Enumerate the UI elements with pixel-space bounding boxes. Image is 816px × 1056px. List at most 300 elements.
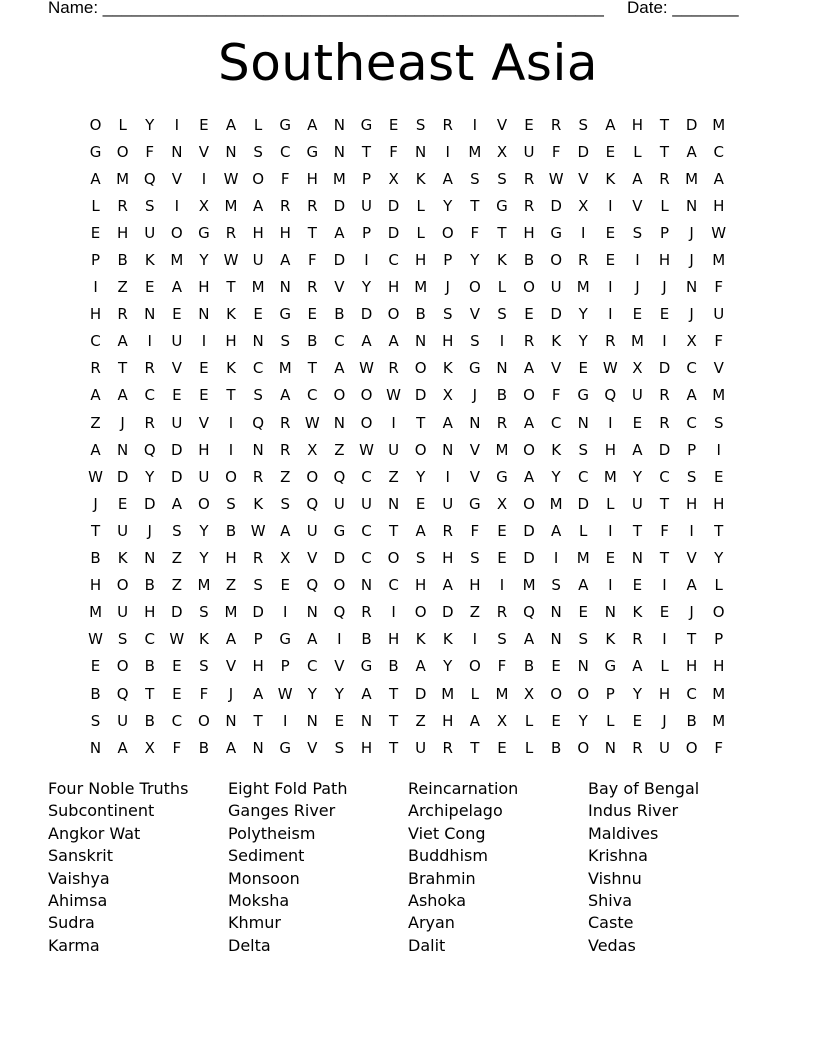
- word-list-row: [48, 845, 768, 867]
- grid-letter: F: [660, 521, 669, 540]
- grid-letter: K: [144, 251, 155, 270]
- grid-letter: L: [416, 196, 425, 215]
- grid-letter: P: [280, 657, 290, 676]
- grid-row: [82, 192, 742, 219]
- name-field[interactable]: Name: _____________________________________________________: [48, 0, 604, 17]
- grid-letter: R: [307, 278, 318, 297]
- grid-letter: K: [415, 169, 426, 188]
- grid-letter: A: [523, 359, 535, 378]
- grid-letter: A: [90, 386, 101, 405]
- grid-letter: M: [522, 576, 536, 595]
- grid-letter: D: [550, 196, 562, 215]
- grid-letter: C: [388, 251, 399, 270]
- grid-row: [82, 165, 742, 192]
- word-list-item: Caste: [588, 913, 634, 933]
- grid-letter: A: [605, 115, 616, 134]
- grid-letter: I: [608, 278, 613, 297]
- grid-letter: E: [497, 549, 507, 568]
- grid-letter: Z: [469, 603, 480, 622]
- grid-letter: E: [632, 576, 643, 595]
- grid-row: [82, 626, 742, 653]
- grid-letter: C: [577, 467, 589, 486]
- grid-letter: R: [523, 332, 535, 351]
- grid-letter: H: [198, 278, 210, 297]
- grid-row: [82, 328, 742, 355]
- grid-letter: T: [470, 738, 480, 757]
- grid-letter: A: [415, 521, 426, 540]
- grid-letter: T: [90, 521, 101, 540]
- grid-letter: S: [415, 549, 426, 568]
- grid-letter: A: [280, 386, 291, 405]
- grid-letter: E: [632, 413, 643, 432]
- grid-letter: C: [550, 413, 562, 432]
- grid-letter: S: [686, 467, 697, 486]
- grid-letter: O: [468, 278, 481, 297]
- grid-letter: A: [225, 115, 237, 134]
- grid-letter: O: [523, 386, 535, 405]
- grid-letter: O: [116, 657, 129, 676]
- word-list-item: Archipelago: [408, 801, 503, 821]
- grid-letter: X: [280, 549, 291, 568]
- grid-letter: U: [631, 494, 643, 513]
- grid-letter: N: [198, 305, 210, 324]
- grid-letter: S: [632, 223, 643, 242]
- grid-letter: F: [280, 169, 290, 188]
- grid-letter: O: [225, 467, 237, 486]
- grid-letter: B: [144, 711, 155, 730]
- grid-letter: O: [414, 359, 427, 378]
- grid-letter: H: [442, 711, 454, 730]
- grid-letter: C: [388, 576, 399, 595]
- grid-letter: N: [252, 440, 264, 459]
- grid-letter: G: [550, 223, 562, 242]
- grid-letter: N: [279, 278, 291, 297]
- grid-letter: K: [605, 630, 616, 649]
- grid-letter: J: [689, 251, 694, 270]
- grid-letter: I: [608, 521, 613, 540]
- grid-letter: K: [117, 549, 128, 568]
- grid-letter: Z: [388, 467, 399, 486]
- grid-letter: M: [576, 278, 590, 297]
- grid-letter: M: [712, 251, 726, 270]
- grid-letter: K: [605, 169, 616, 188]
- grid-letter: N: [333, 142, 345, 161]
- grid-letter: T: [307, 223, 317, 242]
- grid-letter: U: [198, 467, 210, 486]
- grid-letter: B: [144, 657, 155, 676]
- grid-row: [82, 734, 742, 761]
- grid-letter: N: [144, 549, 156, 568]
- grid-letter: S: [470, 332, 480, 351]
- grid-letter: S: [470, 549, 480, 568]
- grid-letter: E: [172, 657, 182, 676]
- grid-letter: M: [251, 278, 265, 297]
- grid-letter: P: [605, 684, 615, 703]
- grid-letter: D: [171, 467, 183, 486]
- grid-letter: S: [199, 603, 209, 622]
- grid-letter: R: [442, 521, 453, 540]
- grid-letter: I: [364, 251, 369, 270]
- grid-letter: T: [714, 521, 724, 540]
- grid-letter: V: [551, 359, 562, 378]
- grid-letter: D: [387, 196, 400, 215]
- grid-letter: K: [199, 630, 209, 649]
- grid-letter: N: [577, 657, 589, 676]
- grid-letter: A: [632, 169, 643, 188]
- grid-letter: H: [387, 630, 400, 649]
- grid-letter: O: [170, 223, 183, 242]
- word-list-item: Subcontinent: [48, 801, 155, 821]
- grid-letter: A: [171, 494, 182, 513]
- grid-letter: W: [304, 413, 320, 432]
- grid-row: [82, 707, 742, 734]
- grid-letter: V: [198, 142, 210, 161]
- grid-letter: W: [359, 440, 374, 459]
- grid-letter: A: [307, 630, 318, 649]
- grid-letter: M: [89, 603, 103, 622]
- grid-letter: V: [171, 169, 182, 188]
- grid-letter: X: [307, 440, 318, 459]
- grid-letter: R: [578, 251, 589, 270]
- grid-letter: G: [279, 305, 292, 324]
- grid-letter: I: [608, 413, 613, 432]
- grid-letter: Z: [280, 467, 291, 486]
- grid-letter: N: [360, 711, 373, 730]
- grid-letter: E: [253, 305, 263, 324]
- grid-letter: E: [415, 494, 426, 513]
- grid-letter: I: [391, 413, 396, 432]
- grid-letter: R: [550, 115, 562, 134]
- grid-letter: Y: [199, 549, 209, 568]
- grid-letter: B: [388, 657, 399, 676]
- grid-letter: R: [496, 413, 508, 432]
- word-list-item: Ashoka: [408, 890, 466, 910]
- grid-letter: N: [415, 142, 427, 161]
- grid-letter: V: [469, 440, 480, 459]
- grid-letter: M: [603, 467, 617, 486]
- grid-letter: O: [577, 684, 590, 703]
- word-list-item: Sudra: [48, 913, 95, 933]
- grid-letter: C: [686, 413, 697, 432]
- date-field[interactable]: Date: _______: [627, 0, 739, 17]
- grid-letter: A: [252, 684, 264, 703]
- grid-letter: E: [172, 684, 182, 703]
- grid-letter: R: [252, 467, 264, 486]
- grid-letter: Z: [171, 576, 182, 595]
- grid-letter: K: [551, 440, 562, 459]
- grid-letter: M: [549, 494, 563, 513]
- grid-letter: V: [334, 657, 345, 676]
- grid-letter: H: [144, 603, 156, 622]
- word-list-item: Karma: [48, 935, 100, 955]
- grid-row: [82, 490, 742, 517]
- grid-letter: N: [252, 738, 264, 757]
- grid-letter: U: [659, 738, 670, 757]
- grid-letter: J: [689, 305, 694, 324]
- grid-letter: V: [686, 549, 697, 568]
- grid-letter: Q: [523, 603, 535, 622]
- grid-letter: J: [93, 494, 98, 513]
- grid-letter: D: [523, 521, 535, 540]
- grid-letter: E: [632, 305, 643, 324]
- grid-letter: E: [605, 142, 616, 161]
- word-list-item: Maldives: [588, 823, 659, 843]
- grid-letter: A: [388, 332, 399, 351]
- grid-letter: M: [630, 332, 644, 351]
- grid-letter: A: [442, 169, 453, 188]
- grid-letter: V: [307, 738, 318, 757]
- grid-letter: J: [689, 223, 694, 242]
- grid-letter: I: [499, 332, 505, 351]
- grid-letter: O: [198, 711, 210, 730]
- grid-letter: G: [89, 142, 102, 161]
- word-list-row: [48, 890, 768, 912]
- grid-row: [82, 111, 742, 138]
- grid-letter: A: [523, 630, 535, 649]
- grid-letter: Q: [333, 603, 346, 622]
- grid-letter: L: [118, 115, 127, 134]
- grid-letter: I: [391, 603, 396, 622]
- grid-letter: S: [578, 440, 588, 459]
- grid-letter: O: [360, 413, 373, 432]
- grid-letter: D: [685, 115, 698, 134]
- grid-letter: N: [252, 332, 264, 351]
- grid-letter: R: [659, 386, 670, 405]
- grid-letter: W: [88, 630, 103, 649]
- grid-letter: T: [416, 413, 426, 432]
- grid-letter: B: [496, 386, 508, 405]
- grid-letter: C: [307, 657, 318, 676]
- grid-letter: N: [387, 494, 400, 513]
- word-list-item: Vedas: [588, 935, 636, 955]
- grid-letter: C: [144, 386, 155, 405]
- grid-letter: Z: [171, 549, 182, 568]
- grid-letter: G: [279, 630, 292, 649]
- grid-row: [82, 355, 742, 382]
- grid-letter: S: [497, 169, 507, 188]
- word-list-item: Khmur: [228, 913, 281, 933]
- grid-letter: S: [144, 196, 155, 215]
- grid-letter: K: [442, 359, 453, 378]
- grid-letter: E: [497, 521, 507, 540]
- word-list-item: Angkor Wat: [48, 823, 141, 843]
- grid-letter: H: [469, 576, 481, 595]
- grid-letter: X: [496, 711, 508, 730]
- grid-letter: R: [605, 332, 616, 351]
- grid-letter: E: [659, 305, 670, 324]
- grid-row: [82, 517, 742, 544]
- grid-letter: O: [198, 494, 210, 513]
- grid-letter: C: [686, 684, 697, 703]
- grid-letter: C: [252, 359, 264, 378]
- grid-letter: N: [577, 413, 589, 432]
- grid-letter: M: [685, 169, 699, 188]
- grid-letter: O: [468, 657, 481, 676]
- grid-letter: K: [497, 251, 507, 270]
- word-list-row: [48, 912, 768, 934]
- grid-letter: T: [253, 711, 263, 730]
- grid-letter: D: [523, 549, 535, 568]
- grid-letter: M: [332, 169, 346, 188]
- grid-letter: G: [360, 657, 373, 676]
- grid-letter: L: [253, 115, 263, 134]
- grid-row: [82, 436, 742, 463]
- grid-letter: Y: [470, 251, 480, 270]
- grid-letter: A: [713, 169, 724, 188]
- grid-letter: N: [685, 196, 698, 215]
- grid-letter: T: [687, 630, 697, 649]
- grid-letter: R: [632, 630, 643, 649]
- grid-letter: A: [307, 115, 318, 134]
- grid-letter: E: [497, 738, 507, 757]
- grid-letter: E: [199, 386, 209, 405]
- grid-letter: E: [199, 359, 209, 378]
- grid-letter: O: [712, 603, 725, 622]
- grid-letter: I: [716, 440, 721, 459]
- grid-letter: U: [117, 711, 129, 730]
- grid-letter: I: [445, 142, 450, 161]
- grid-letter: C: [659, 467, 670, 486]
- grid-letter: U: [550, 278, 562, 297]
- grid-letter: E: [90, 657, 101, 676]
- word-list-item: Sediment: [228, 846, 305, 866]
- grid-letter: W: [277, 684, 293, 703]
- grid-letter: G: [496, 467, 508, 486]
- grid-letter: G: [333, 521, 346, 540]
- grid-letter: L: [91, 196, 100, 215]
- grid-letter: R: [523, 169, 535, 188]
- grid-letter: W: [223, 169, 239, 188]
- grid-letter: C: [171, 711, 183, 730]
- grid-letter: Y: [714, 549, 724, 568]
- grid-letter: G: [469, 359, 481, 378]
- grid-letter: Y: [632, 467, 642, 486]
- grid-letter: L: [470, 684, 480, 703]
- grid-letter: J: [635, 278, 640, 297]
- grid-letter: A: [686, 576, 697, 595]
- word-list-item: Eight Fold Path: [228, 779, 348, 798]
- grid-letter: K: [226, 359, 236, 378]
- grid-letter: S: [280, 494, 290, 513]
- grid-letter: R: [279, 196, 291, 215]
- grid-letter: F: [145, 142, 155, 161]
- word-list-item: Buddhism: [408, 846, 488, 866]
- grid-letter: I: [282, 603, 288, 622]
- grid-letter: X: [144, 738, 155, 757]
- grid-row: [82, 409, 742, 436]
- grid-letter: C: [334, 332, 345, 351]
- grid-letter: U: [360, 494, 372, 513]
- grid-letter: V: [469, 467, 480, 486]
- grid-letter: A: [686, 142, 697, 161]
- grid-letter: N: [415, 332, 427, 351]
- grid-letter: O: [116, 576, 129, 595]
- grid-letter: A: [361, 684, 372, 703]
- grid-letter: Y: [199, 521, 209, 540]
- grid-letter: W: [359, 359, 374, 378]
- grid-letter: E: [551, 657, 561, 676]
- grid-letter: Q: [333, 467, 346, 486]
- grid-letter: V: [198, 413, 210, 432]
- grid-letter: I: [608, 576, 613, 595]
- grid-letter: P: [91, 251, 101, 270]
- grid-letter: S: [334, 738, 345, 757]
- grid-letter: E: [578, 359, 588, 378]
- grid-letter: L: [606, 711, 615, 730]
- grid-letter: E: [307, 305, 318, 324]
- grid-letter: V: [307, 549, 318, 568]
- grid-letter: D: [171, 440, 183, 459]
- grid-letter: T: [307, 359, 317, 378]
- grid-letter: V: [578, 169, 589, 188]
- grid-letter: Y: [578, 711, 588, 730]
- grid-letter: H: [89, 576, 102, 595]
- grid-letter: H: [387, 278, 400, 297]
- grid-letter: V: [469, 305, 480, 324]
- grid-row: [82, 572, 742, 599]
- grid-letter: H: [279, 223, 291, 242]
- word-list-item: Brahmin: [408, 868, 476, 888]
- grid-letter: L: [524, 711, 534, 730]
- grid-letter: H: [713, 494, 725, 513]
- grid-letter: H: [252, 223, 264, 242]
- grid-letter: S: [497, 630, 507, 649]
- grid-letter: U: [631, 386, 643, 405]
- grid-letter: I: [472, 630, 478, 649]
- grid-letter: V: [713, 359, 724, 378]
- grid-letter: T: [659, 115, 670, 134]
- grid-letter: Q: [604, 386, 617, 405]
- grid-letter: S: [578, 115, 588, 134]
- grid-letter: N: [225, 711, 237, 730]
- grid-letter: S: [470, 169, 480, 188]
- grid-letter: O: [550, 251, 563, 270]
- grid-letter: U: [333, 494, 345, 513]
- grid-letter: M: [414, 278, 428, 297]
- grid-letter: S: [117, 630, 128, 649]
- grid-letter: N: [631, 549, 644, 568]
- grid-letter: H: [442, 332, 454, 351]
- grid-letter: V: [334, 278, 345, 297]
- grid-letter: U: [171, 332, 183, 351]
- grid-letter: Y: [578, 305, 588, 324]
- grid-letter: D: [441, 603, 454, 622]
- grid-letter: W: [169, 630, 185, 649]
- grid-letter: T: [388, 684, 399, 703]
- grid-letter: T: [659, 142, 670, 161]
- grid-letter: R: [307, 196, 318, 215]
- grid-letter: B: [550, 738, 562, 757]
- word-list-item: Polytheism: [228, 823, 316, 843]
- grid-letter: V: [225, 657, 237, 676]
- grid-letter: R: [361, 603, 372, 622]
- grid-letter: I: [228, 440, 234, 459]
- grid-letter: U: [306, 521, 318, 540]
- word-list-item: Shiva: [588, 890, 633, 910]
- grid-row: [82, 219, 742, 246]
- grid-letter: N: [442, 440, 454, 459]
- grid-letter: Y: [578, 332, 588, 351]
- grid-letter: N: [225, 142, 237, 161]
- grid-letter: N: [117, 440, 129, 459]
- grid-letter: F: [389, 142, 398, 161]
- word-list-item: Viet Cong: [408, 823, 486, 843]
- grid-letter: M: [576, 549, 590, 568]
- grid-letter: X: [388, 169, 399, 188]
- grid-letter: U: [388, 440, 400, 459]
- grid-letter: K: [415, 630, 426, 649]
- grid-letter: A: [442, 576, 453, 595]
